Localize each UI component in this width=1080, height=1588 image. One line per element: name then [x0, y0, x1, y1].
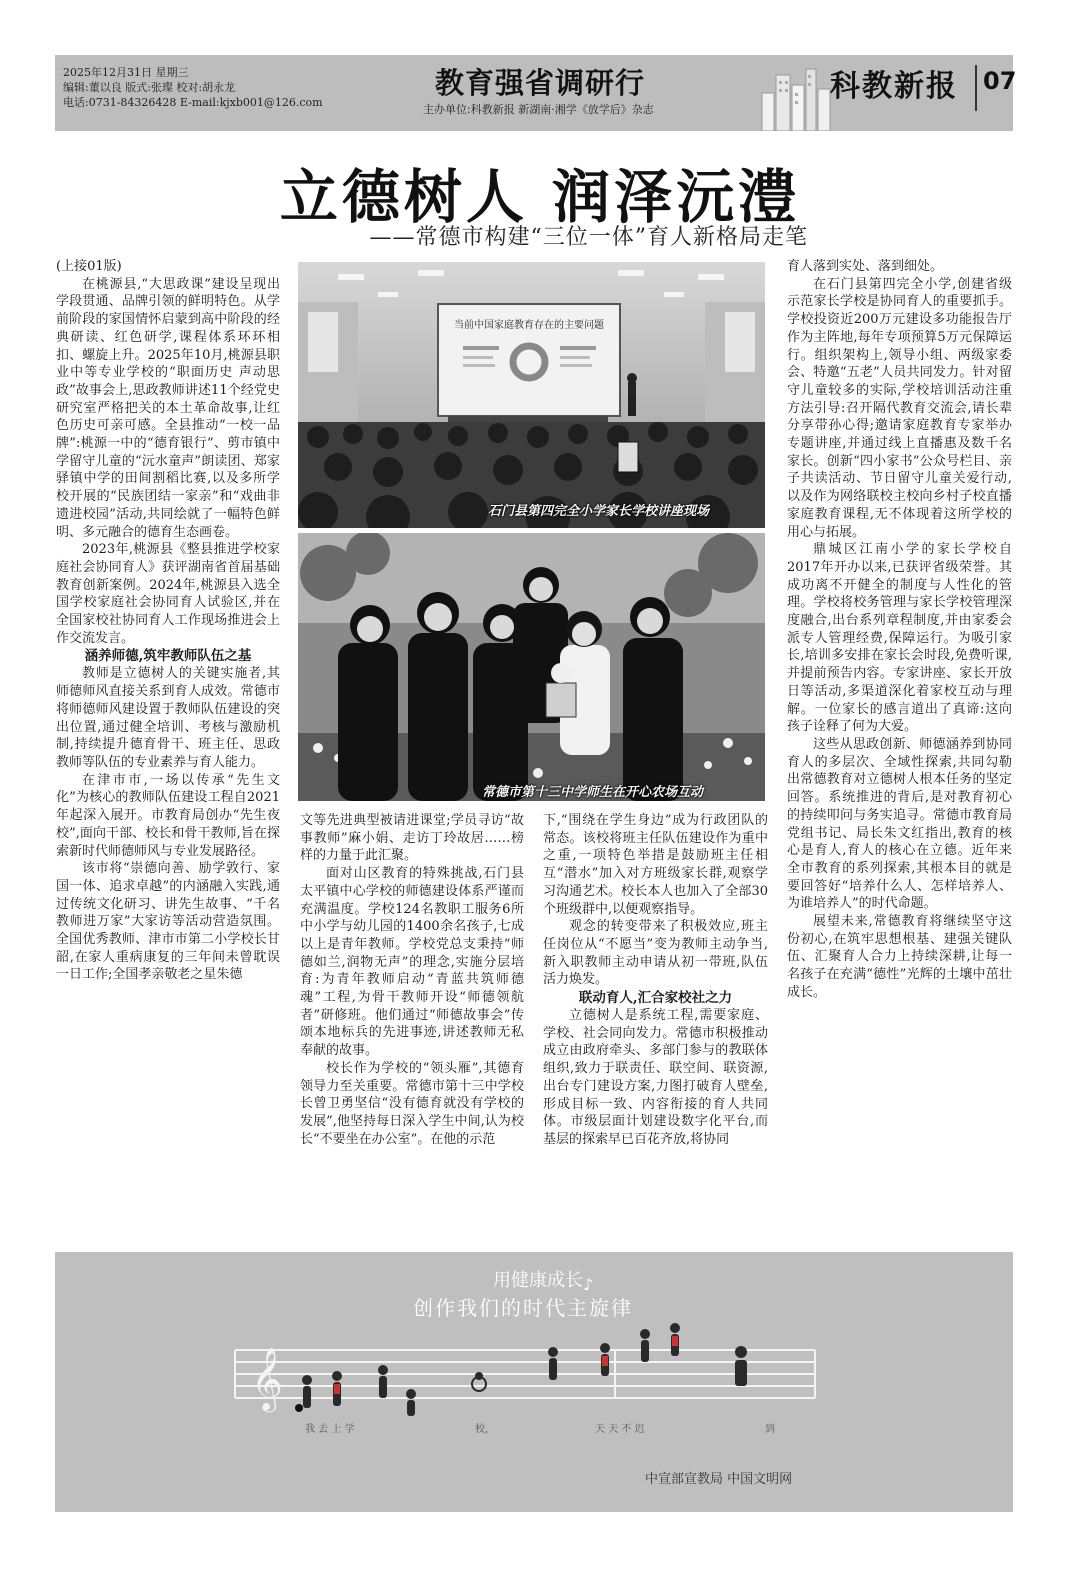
ad-credit: 中宣部宣教局 中国文明网 — [645, 1472, 793, 1487]
paragraph: 鼎城区江南小学的家长学校自2017年开办以来,已获评省级荣誉。其成功离不开健全的制度与人性化的管理。学校将校务管理与家长学校管理深度融合,出台系列章程制度,并由家委会派专人管理经费,保障运行。为吸引家长,培训多安排在家长会时段,免费听课,并提前预告内容。专家讲座、家长开放日等活动,多渠道深化着家校互动与理解。一位家长的感言道出了真谛:这向孩子诠释了何为大爱。 — [787, 542, 1012, 735]
lyric-text: 校, — [475, 1424, 489, 1435]
paragraph: 该市将“崇德向善、励学敦行、家国一体、追求卓越”的内涵融入实践,通过传统文化研习、讲先生故事、“千名教师进万家”大家访等活动营造氛围。全国优秀教师、津市市第二小学校长甘韶,在家人重病康复的三年间未曾耽误一日工作;全国孝亲敬老之星朱德 — [56, 861, 280, 983]
newspaper-name: 科教新报 — [830, 69, 958, 104]
farm-photo — [298, 533, 765, 801]
paragraph: 下,“围绕在学生身边”成为行政团队的常态。该校将班主任队伍建设作为重中之重,一项特色举措是鼓励班主任相互“潜水”加入对方班级家长群,观察学习沟通艺术。校长本人也加入了全部30个班级群中,以便观察指导。 — [543, 813, 768, 917]
paragraph: 在津市市,一场以传承“先生文化”为核心的教师队伍建设工程自2021年起深入展开。市教育局创办“先生夜校”,面向干部、校长和骨干教师,旨在探索新时代师德师风与专业发展路径。 — [56, 772, 280, 859]
text-column-4 — [787, 258, 1012, 1248]
lyric-text: 天 天 不 迟 — [595, 1424, 645, 1435]
editor-credits: 编辑:董以良 版式:张璨 校对:胡永龙 — [63, 81, 236, 94]
article-title: 立德树人 润泽沅澧 — [279, 163, 801, 231]
paragraph: 校长作为学校的“领头雁”,其德育领导力至关重要。常德市第十三中学校长曾卫勇坚信“没有德育就没有学校的发展”,他坚持每日深入学生中间,认为校长“不要坐在办公室”。在他的示范 — [300, 1060, 524, 1147]
music-staff-illustration — [55, 1252, 1013, 1512]
lecture-hall-image — [298, 262, 765, 528]
sponsor-line: 主办单位:科教新报 新湖南·湘学《放学后》杂志 — [423, 103, 654, 116]
lecture-photo — [298, 262, 765, 528]
students-farm-image — [298, 533, 765, 801]
slide-title: 当前中国家庭教育存在的主要问题 — [454, 320, 604, 331]
paragraph: 面对山区教育的特殊挑战,石门县太平镇中心学校的师德建设体系严谨而充满温度。学校124名教职工服务6所中小学与幼儿园的1400余名孩子,七成以上是青年教师。学校党总支秉持“师德如兰,润物无声”的理念,实施分层培育:为青年教师启动“青蓝共筑师德魂”工程,为骨干教师开设“师德领航者”研修班。他们通过“师德故事会”传颂本地标兵的先进事迹,讲述教师无私奉献的故事。 — [300, 866, 524, 1059]
text-column-2 — [300, 812, 524, 1248]
paragraph: 在石门县第四完全小学,创建省级示范家长学校是协同育人的重要抓手。学校投资近200万元建设多功能报告厅作为主阵地,每年专项预算5万元保障运行。组织架构上,领导小组、两级家委会、特邀“五老”人员共同发力。针对留守儿童较多的实际,学校培训活动注重方法引导:召开隔代教育交流会,请长辈分享带孙心得;邀请家庭教育专家举办专题讲座,并通过线上直播惠及数千名家长。创新“四小家书”公众号栏目、亲子共读活动、节日留守儿童关爱行动,以及作为网络联校主校向乡村子校直播家庭教育课程,无不体现着这所学校的用心与拓展。 — [787, 276, 1012, 540]
section-heading: 联动育人,汇合家校社之力 — [578, 990, 733, 1007]
public-service-ad — [55, 1252, 1013, 1512]
photo-caption: 常德市第十三中学师生在开心农场互动 — [482, 785, 704, 800]
paragraph: 立德树人是系统工程,需要家庭、学校、社会同向发力。常德市积极推动成立由政府牵头、多部门参与的教联体组织,致力于联责任、联空间、联资源,出台专门建设方案,力图打破育人壁垒,形成目标一致、内容衔接的育人共同体。市级层面计划建设数字化平台,而基层的探索早已百花齐放,将协同 — [543, 1008, 768, 1147]
treble-clef-icon: 𝄞 — [251, 1347, 283, 1410]
ad-slogan-line1: 用健康成长 — [493, 1270, 583, 1291]
page-number: 07 — [983, 67, 1017, 95]
lyric-text: 我 去 上 学 — [305, 1424, 355, 1435]
text-column-1 — [56, 258, 280, 1248]
lyric-text: 到 — [765, 1424, 775, 1435]
paragraph: 观念的转变带来了积极效应,班主任岗位从“不愿当”变为教师主动争当,新入职教师主动申请从初一带班,队伍活力焕发。 — [543, 919, 768, 988]
paragraph: 2023年,桃源县《整县推进学校家庭社会协同育人》获评湖南省首届基础教育创新案例。2024年,桃源县入选全国学校家庭社会协同育人试验区,并在全国家校社协同育人工作现场推进会上作交流发言。 — [56, 542, 280, 646]
photo-caption: 石门县第四完全小学家长学校讲座现场 — [488, 504, 710, 519]
contact-info: 电话:0731-84326428 E-mail:kjxb001@126.com — [63, 96, 323, 109]
text-column-3 — [543, 812, 768, 1248]
article-subtitle: ——常德市构建“三位一体”育人新格局走笔 — [369, 225, 808, 250]
city-skyline-icon — [760, 63, 832, 131]
paragraph: 这些从思政创新、师德涵养到协同育人的多层次、全域性探索,共同勾勒出常德教育对立德树人根本任务的坚定回答。系统推进的背后,是对教育初心的持续叩问与务实追寻。常德市教育局党组书记、局长朱文红指出,教育的核心是育人,育人的核心在立德。近年来全市教育的系列探索,其根本目的就是要回答好“培养什么人、怎样培养人、为谁培养人”的时代命题。 — [787, 736, 1012, 912]
continued-note: (上接01版) — [56, 259, 122, 274]
paragraph: 文等先进典型被请进课堂;学员寻访“故事教师”麻小娟、走访丁玲故居……榜样的力量于此汇聚。 — [300, 813, 524, 864]
header-divider — [975, 65, 977, 111]
music-note-icon: ♪ — [583, 1275, 594, 1294]
paragraph: 在桃源县,“大思政课”建设呈现出学段贯通、品牌引领的鲜明特色。从学前阶段的家国情怀启蒙到高中阶段的经典研读、红色研学,课程体系环环相扣、螺旋上升。2025年10月,桃源县职业中等专业学校的“职面历史 声动思政”故事会上,思政教师讲述11个经党史研究室严格把关的本土革命故事,让红色历史可亲可感。全县推动“一校一品牌”:桃源一中的“德育银行”、剪市镇中学留守儿童的“沅水童声”朗读团、郑家驿镇中学的田间割稻比赛,以及多所学校开展的“民族团结一家亲”和“戏曲非遗进校园”活动,共同绘就了一幅特色鲜明、多元融合的德育生态画卷。 — [56, 276, 280, 540]
children-figures-icon — [302, 1323, 747, 1416]
ad-slogan-line2: 创作我们的时代主旋律 — [413, 1296, 633, 1320]
page-header — [55, 55, 1017, 131]
paragraph: 教师是立德树人的关键实施者,其师德师风直接关系到育人成效。常德市将师德师风建设置于教师队伍建设的突出位置,通过健全培训、考核与激励机制,持续提升德育骨干、班主任、思政教师等队伍的专业素养与育人能力。 — [56, 666, 280, 770]
paragraph: 展望未来,常德教育将继续坚守这份初心,在筑牢思想根基、建强关键队伍、汇聚育人合力上持续深耕,让每一名孩子在充满“德性”光辉的土壤中茁壮成长。 — [787, 914, 1012, 1000]
section-heading: 涵养师德,筑牢教师队伍之基 — [84, 648, 252, 665]
issue-date: 2025年12月31日 星期三 — [63, 66, 189, 79]
column-title: 教育强省调研行 — [435, 66, 646, 100]
paragraph: 育人落到实处、落到细处。 — [787, 259, 944, 274]
issue-meta — [63, 65, 323, 110]
